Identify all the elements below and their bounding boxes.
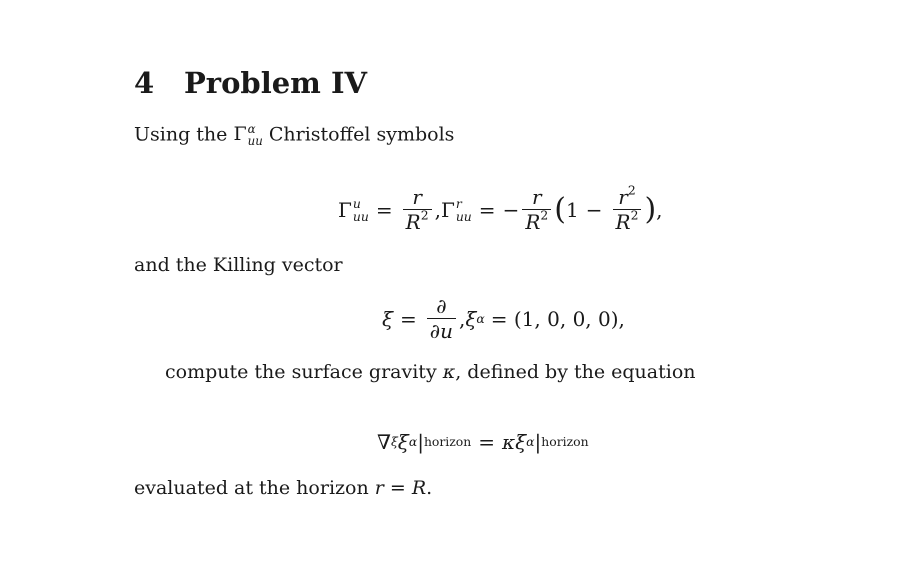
intro-prefix: Using the [134, 123, 228, 146]
section-number: 4 [134, 66, 155, 100]
intro-paragraph [134, 123, 454, 148]
section-title: Problem IV [184, 66, 368, 100]
horizon-paragraph: evaluated at the horizon r = R. [134, 477, 433, 499]
section-heading [134, 66, 367, 100]
fraction-partial-over-du: $\frac{\partial}{\partial u}$ [427, 295, 456, 343]
killing-vector-equation: ξ = $\frac{\partial}{\partial u}$ , ξ α = (1, 0, 0, 0), [382, 294, 625, 343]
surface-gravity-paragraph: compute the surface gravity κ, defined by the equation [165, 361, 696, 383]
christoffel-equation: Γ u uu = $\frac{r}{R^2}$ , Γ r uu = − $\frac{r}{R^2}$ ( 1 − $\frac{r^2}{R^2}$ ) , [338, 182, 663, 234]
christoffel-symbol-inline: Γ α uu [233, 122, 263, 149]
fraction-r-over-R2: $\frac{r}{R^2}$ [403, 186, 432, 234]
fraction-r2-over-R2: $\frac{r^2}{R^2}$ [613, 186, 642, 234]
fraction-r-over-R2-second: $\frac{r}{R^2}$ [522, 186, 551, 234]
surface-gravity-equation: ∇ ξ ξ α | horizon = κ ξ α | horizon [377, 430, 589, 454]
intro-suffix: Christoffel symbols [268, 123, 455, 146]
killing-vector-paragraph: and the Killing vector [134, 254, 343, 276]
